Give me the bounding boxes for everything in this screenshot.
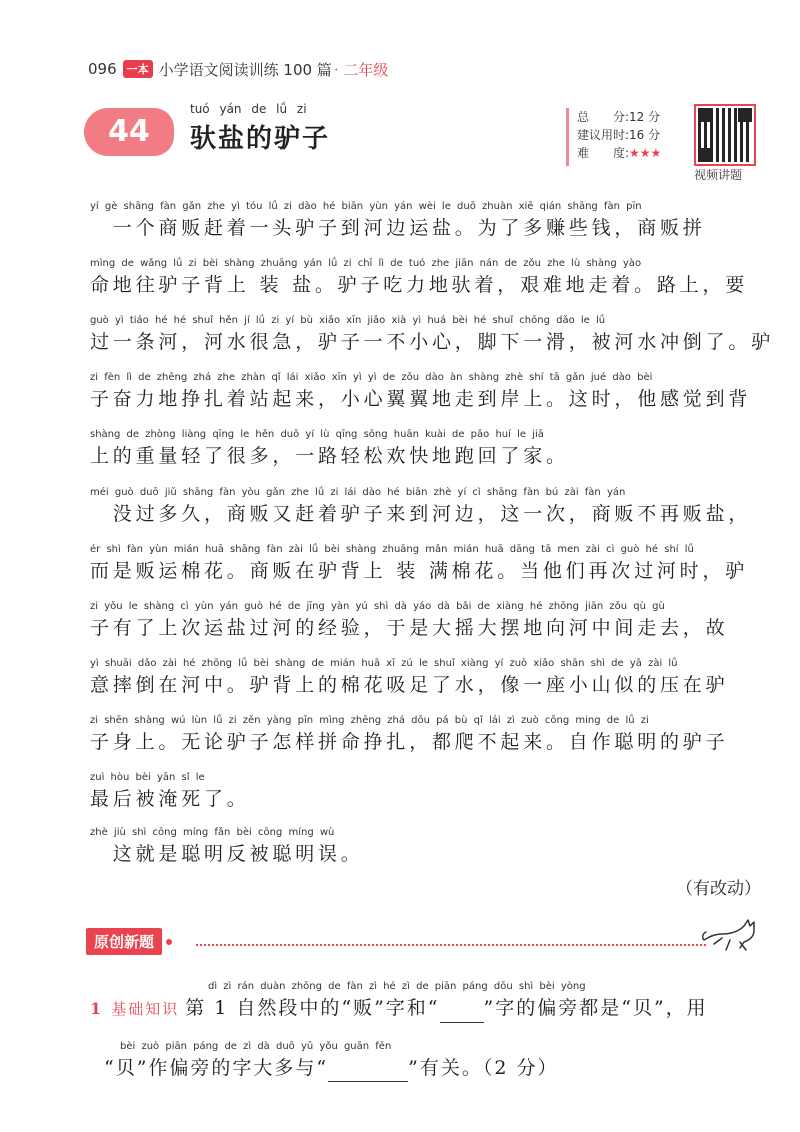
question-text: ”有关。（2 分） [408,1057,559,1079]
section-dot-icon [166,939,172,945]
text-line: 子奋力地挣扎着站起来，小心翼翼地走到岸上。这时，他感觉到背 [90,388,752,410]
difficulty-stars: ★★★ [629,146,662,160]
time-line [577,126,691,144]
question-pinyin: dì zì rán duàn zhōng de fàn zì hé zì de piān páng dōu shì bèi yòng [208,981,586,992]
passage-line [90,200,760,242]
time-label: 建议用时: [577,128,630,142]
question-text: 第 1 自然段中的“贩”字和“ [185,997,440,1019]
passage-line [90,314,775,356]
pinyin-line: zhè jiù shì cōng míng fǎn bèi cōng míng wù [90,827,335,838]
pinyin-line: zi fèn lì de zhēng zhá zhe zhàn qǐ lái xiǎo xīn yì yì de zǒu dào àn shàng zhè shí tā gǎn jué dào bèi [90,372,653,383]
qr-code-image [698,108,752,162]
answer-blank-1[interactable] [440,1004,484,1023]
source-note: （有改动） [676,879,761,899]
page-header [88,56,388,82]
pinyin-line: ér shì fàn yùn mián huā shāng fàn zài lǘ bèi shàng zhuāng mǎn mián huā dāng tā men zài cì guò hé shí lǘ [90,544,694,555]
question-text: “贝”作偏旁的字大多与“ [104,1057,329,1079]
section-divider [196,944,706,946]
passage-line [90,600,760,642]
score-value: 12 分 [629,110,661,124]
info-box [566,108,691,166]
difficulty-line [577,144,691,162]
question-1-line-2 [90,1040,770,1082]
pinyin-line: méi guò duō jiǔ shāng fàn yòu gǎn zhe lǘ zi lái dào hé biān zhè yí cì shāng fàn bú zài fàn yán [90,487,626,498]
text-line: 而是贩运棉花。商贩在驴背上 装 满棉花。当他们再次过河时，驴 [90,560,749,582]
cat-icon [700,910,762,954]
text-line: 一个商贩赶着一头驴子到河边运盐。为了多赚些钱，商贩拼 [90,217,706,239]
question-tag: 基础知识 [111,1000,180,1018]
qr-code[interactable] [694,104,756,166]
pinyin-line: guò yì tiáo hé hé shuǐ hěn jí lǘ zi yí bù xiǎo xīn jiǎo xià yì huá bèi hé shuǐ chōng dǎo le lǘ [90,315,606,326]
pinyin-line: yì shuāi dǎo zài hé zhōng lǘ bèi shàng de mián huā xī zú le shuǐ xiàng yí zuò xiǎo shān shì de yā zài lǘ [90,658,678,669]
text-line: 过一条河，河水很急，驴子一不小心，脚下一滑，被河水冲倒了。驴 [90,331,775,353]
text-line: 没过多久，商贩又赶着驴子来到河边，这一次，商贩不再贩盐， [90,503,752,525]
pinyin-line: yí gè shāng fàn gǎn zhe yì tóu lǘ zi dào hé biān yùn yán wèi le duō zhuàn xiē qián shāng fàn pīn [90,201,642,212]
section-label: 原创新题 [86,928,162,955]
book-title: 小学语文阅读训练 100 篇 [158,60,332,79]
pinyin-line: zi shēn shàng wú lùn lǘ zi zěn yàng pīn mìng zhēng zhá dōu pá bù qǐ lái zì zuò cōng ming de lǘ zi [90,715,649,726]
pinyin-line: shàng de zhòng liàng qīng le hěn duō yí lù qīng sōng huān kuài de pǎo huí le jiā [90,429,544,440]
text-line: 上的重量轻了很多，一路轻松欢快地跑回了家。 [90,445,569,467]
text-line: 意摔倒在河中。驴背上的棉花吸足了水，像一座小山似的压在驴 [90,674,729,696]
passage-line [90,428,760,470]
question-text: ”字的偏旁都是“贝”，用 [483,997,708,1019]
video-label: 视频讲题 [694,168,743,182]
page-number: 096 [88,60,117,78]
title-pinyin: tuó yán de lǘ zi [190,102,307,116]
passage-line [90,771,760,813]
passage-line [90,714,760,756]
text-line: 子身上。无论驴子怎样拼命挣扎，都爬不起来。自作聪明的驴子 [90,731,729,753]
passage-line [90,543,760,585]
question-pinyin: bèi zuò piān páng de zì dà duō yǔ yǒu guān fēn [120,1041,392,1052]
pinyin-line: zuì hòu bèi yān sǐ le [90,772,205,783]
time-value: 16 分 [629,128,661,142]
lesson-number: 44 [108,114,150,149]
text-line: 命地往驴子背上 装 盐。驴子吃力地驮着，艰难地走着。路上，要 [90,274,749,296]
text-line: 子有了上次运盐过河的经验，于是大摇大摆地向河中间走去，故 [90,617,729,639]
question-1-line-1 [90,980,770,1022]
score-label: 总 分: [577,110,630,124]
score-line [577,108,691,126]
question-number: 1 [90,999,104,1018]
answer-blank-2[interactable] [328,1063,408,1082]
passage-line [90,257,760,299]
grade-label: · 二年级 [333,60,389,79]
passage-line [90,657,760,699]
difficulty-label: 难 度: [577,146,630,160]
pinyin-line: zi yǒu le shàng cì yùn yán guò hé de jīng yàn yú shì dà yáo dà bǎi de xiàng hé zhōng jiān zǒu qù gù [90,601,665,612]
pinyin-line: mìng de wǎng lǘ zi bèi shàng zhuāng yán lǘ zi chī lì de tuó zhe jiān nán de zǒu zhe lù shàng yào [90,258,642,269]
passage-line [90,486,760,528]
brand-logo: 一本 [123,60,153,78]
page-title: 驮盐的驴子 [190,124,331,154]
text-line: 这就是聪明反被聪明误。 [90,843,364,865]
text-line: 最后被淹死了。 [90,788,250,810]
section-header [86,928,172,955]
lesson-number-badge [84,108,174,156]
passage-line [90,371,760,413]
passage-line [90,826,760,868]
